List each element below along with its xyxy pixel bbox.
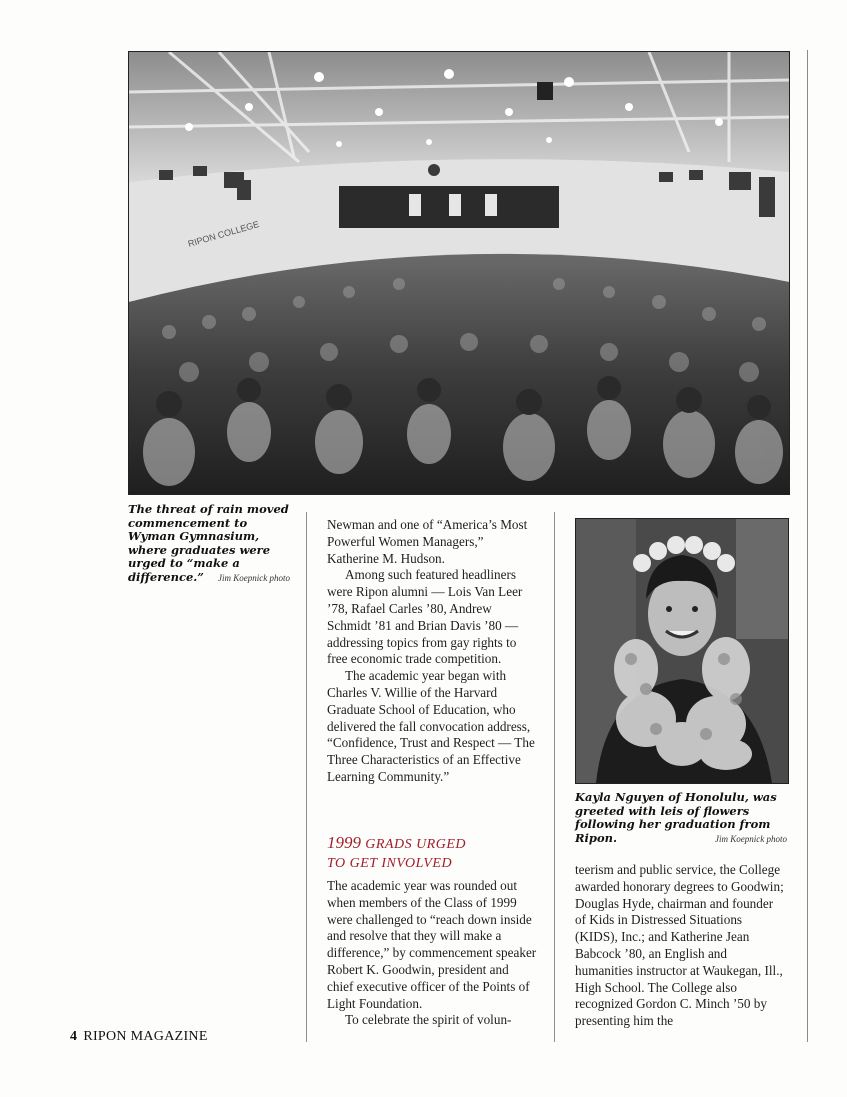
page-number: 4	[70, 1029, 78, 1044]
paragraph: teerism and public service, the College awarded honorary degrees to Goodwin; Douglas Hyde, chairman and founder of Kids in Distressed Situations (KIDS), Inc.; and Katherine Jean Babcock ’80, an English and humanities instructor at Waukegan, Ill., High School. The College also recognized Gordon C. Minch ’50 by presenting him the	[575, 862, 784, 1029]
commencement-gymnasium-photo	[128, 51, 790, 495]
column-rule-left	[306, 512, 307, 1042]
main-photo-caption-text: The threat of rain moved commencement to Wyman Gymnasium, where graduates were urged to “make a difference.”	[128, 502, 289, 584]
heading-year: 1999	[327, 833, 361, 852]
paragraph: Newman and one of “America’s Most Powerful Women Managers,” Katherine M. Hudson.	[327, 517, 528, 566]
main-photo-credit: Jim Koepnick photo	[218, 572, 290, 583]
section-heading	[327, 834, 537, 873]
article-column-right	[575, 862, 787, 1030]
paragraph: Among such featured headliners were Ripon alumni — Lois Van Leer ’78, Rafael Carles ’80, Andrew Schmidt ’81 and Brian Davis ’80 — addressing topics from gay rights to free economic trade competition.	[327, 567, 523, 667]
article-column-middle-top	[327, 517, 537, 786]
portrait-photo-caption	[575, 791, 787, 846]
heading-line2: TO GET INVOLVED	[327, 855, 453, 871]
paragraph: To celebrate the spirit of volun-	[345, 1012, 512, 1028]
portrait-photo-caption-text: Kayla Nguyen of Honolulu, was greeted with leis of flowers following her graduation from Ripon.	[575, 790, 777, 845]
heading-line1: GRADS URGED	[365, 837, 467, 852]
main-photo-caption	[128, 503, 290, 586]
paragraph: The academic year was rounded out when members of the Class of 1999 were challenged to “reach down inside and resolve that they will make a difference,” by commencement speaker Robert K. Goodwin, president and chief executive officer of the Points of Light Foundation.	[327, 878, 537, 1011]
graduate-portrait-photo	[575, 518, 789, 784]
page-edge-rule	[807, 50, 808, 1042]
ripon-college-wall-banner: RIPON COLLEGE	[186, 219, 261, 249]
column-rule-right	[554, 512, 555, 1042]
portrait-photo-credit: Jim Koepnick photo	[715, 833, 787, 844]
publication-name: RIPON MAGAZINE	[83, 1029, 208, 1044]
paragraph: The academic year began with Charles V. Willie of the Harvard Graduate School of Education, who delivered the fall convocation address, “Confidence, Trust and Respect — The Three Characteristics of an Effective Learning Community.”	[327, 668, 535, 784]
page-folio	[70, 1029, 208, 1045]
article-column-middle-bottom	[327, 878, 537, 1029]
